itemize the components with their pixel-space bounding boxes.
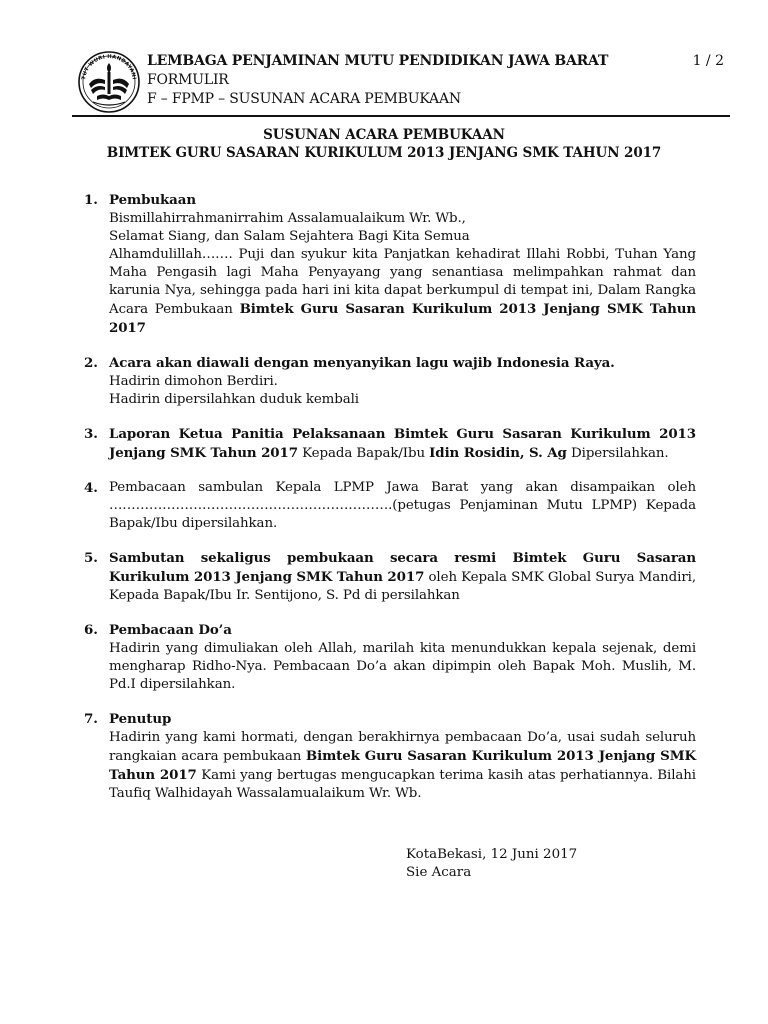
- agenda-list: [84, 191, 696, 819]
- tut-wuri-handayani-logo: [75, 50, 143, 114]
- paragraph-text: Alhamdulillah……. Puji dan syukur kita Panjatkan kehadirat Illahi Robbi, Tuhan Yang Maha Pengasih lagi Maha Penyayang yang senantiasa melimpahkan rahmat dan karunia Nya, sehingga pada hari ini kita dapat berkumpul di tempat ini, Dalam Rangka Acara Pembukaan: [109, 247, 696, 317]
- form-code: F – FPMP – SUSUNAN ACARA PEMBUKAAN: [147, 91, 461, 107]
- place-date: KotaBekasi, 12 Juni 2017: [406, 847, 578, 862]
- event-name: Bimtek Guru Sasaran Kurikulum 2013 Jenjang SMK Tahun 2017: [109, 301, 696, 336]
- agenda-item-6: [84, 621, 696, 694]
- signature-block: [406, 846, 577, 882]
- page-number: 1 / 2: [692, 53, 724, 69]
- item-heading: Pembacaan Do’a: [109, 622, 232, 638]
- item-heading: Sambutan sekaligus pembukaan secara resmi Bimtek Guru Sasaran Kurikulum 2013 Jenjang SMK Tahun 2017: [109, 550, 696, 585]
- agenda-item-4: [84, 479, 696, 533]
- item-number: 3.: [84, 426, 98, 442]
- paragraph-text: Kepada Bapak/Ibu: [302, 446, 425, 461]
- logo-motto: TUT WURI HANDAYANI: [81, 53, 137, 81]
- speaker-name: Idin Rosidin, S. Ag: [429, 445, 567, 461]
- item-heading: Pembukaan: [109, 192, 196, 208]
- item-paragraph: [109, 425, 696, 463]
- item-heading: Penutup: [109, 711, 172, 727]
- item-heading: Acara akan diawali dengan menyanyikan lagu wajib Indonesia Raya.: [109, 355, 615, 371]
- item-line: Selamat Siang, dan Salam Sejahtera Bagi Kita Semua: [109, 229, 470, 244]
- item-number: 7.: [84, 711, 98, 727]
- item-number: 2.: [84, 355, 98, 371]
- form-label: FORMULIR: [147, 72, 229, 88]
- item-number: 4.: [84, 480, 98, 496]
- agenda-item-2: [84, 354, 696, 409]
- item-line: Hadirin dipersilahkan duduk kembali: [109, 392, 359, 407]
- agenda-item-3: [84, 425, 696, 463]
- item-paragraph: [109, 729, 696, 803]
- agenda-item-1: [84, 191, 696, 338]
- item-line: Bismillahirrahmanirrahim Assalamualaikum Wr. Wb.,: [109, 211, 466, 226]
- item-number: 1.: [84, 192, 98, 208]
- item-heading: Laporan Ketua Panitia Pelaksanaan Bimtek Guru Sasaran Kurikulum 2013 Jenjang SMK Tahun 2017: [109, 426, 696, 461]
- agenda-item-5: [84, 549, 696, 605]
- paragraph-text: Hadirin yang kami hormati, dengan berakhirnya pembacaan Do’a, usai sudah seluruh rangkaian acara pembukaan: [109, 730, 696, 764]
- item-number: 6.: [84, 622, 98, 638]
- paragraph-text: Dipersilahkan.: [571, 446, 669, 461]
- institution-name: LEMBAGA PENJAMINAN MUTU PENDIDIKAN JAWA BARAT: [147, 53, 609, 69]
- item-paragraph: [109, 549, 696, 605]
- event-name: Bimtek Guru Sasaran Kurikulum 2013 Jenjang SMK Tahun 2017: [109, 748, 696, 783]
- item-paragraph: [109, 246, 696, 338]
- item-paragraph: Pembacaan sambulan Kepala LPMP Jawa Barat yang akan disampaikan oleh ……………………………………………………….(petugas Penjaminan Mutu LPMP) Kepada Bapak/Ibu dipersilahkan.: [109, 480, 696, 531]
- paragraph-text: oleh Kepala SMK Global Surya Mandiri, Kepada Bapak/Ibu Ir. Sentijono, S. Pd di persilahkan: [109, 570, 696, 603]
- agenda-item-7: [84, 710, 696, 803]
- header-divider: [72, 115, 730, 117]
- paragraph-text: Kami yang bertugas mengucapkan terima kasih atas perhatiannya. Bilahi Taufiq Walhidayah Wassalamualaikum Wr. Wb.: [109, 768, 696, 801]
- document-title: SUSUNAN ACARA PEMBUKAAN: [263, 127, 505, 143]
- document-subtitle: BIMTEK GURU SASARAN KURIKULUM 2013 JENJANG SMK TAHUN 2017: [106, 145, 662, 161]
- item-line: Hadirin dimohon Berdiri.: [109, 374, 278, 389]
- signatory-role: Sie Acara: [406, 865, 472, 880]
- item-number: 5.: [84, 550, 98, 566]
- item-paragraph: Hadirin yang dimuliakan oleh Allah, marilah kita menundukkan kepala sejenak, demi mengharap Ridho-Nya. Pembacaan Do’a akan dipimpin oleh Bapak Moh. Muslih, M. Pd.I dipersilahkan.: [109, 641, 696, 692]
